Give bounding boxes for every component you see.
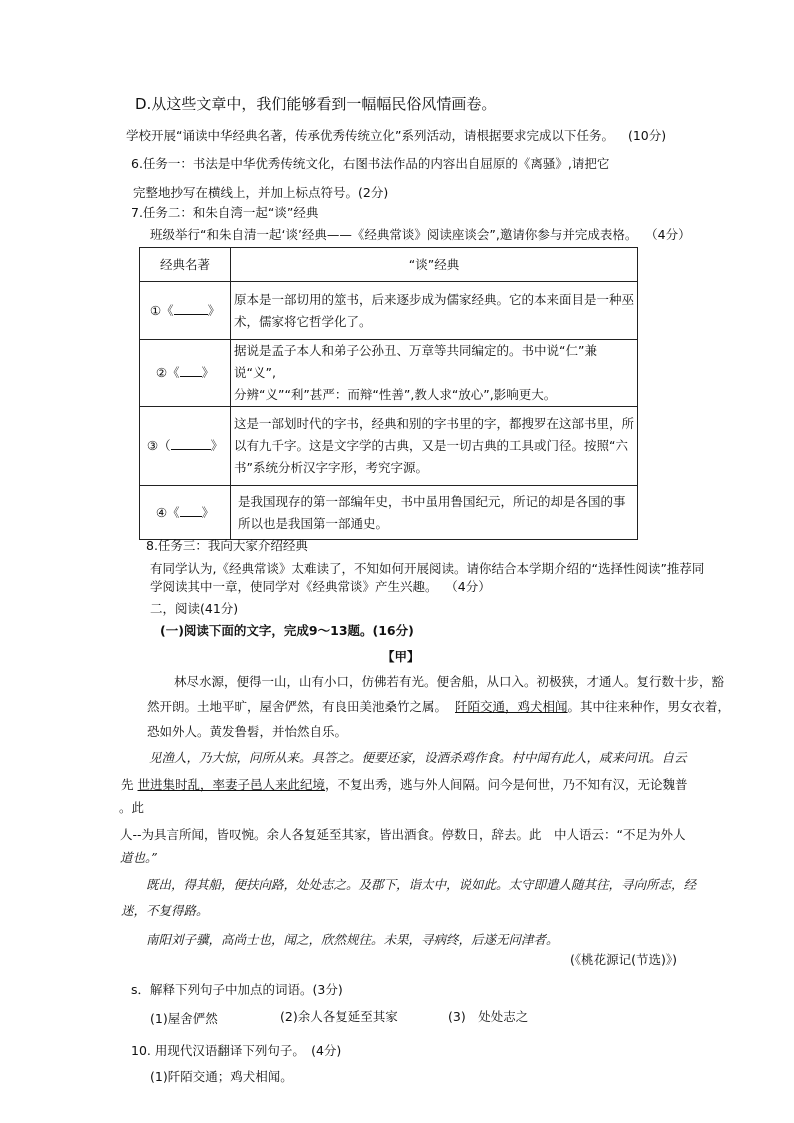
p1-line2-a: 然开朗。土地平旷，屋舍俨然，有良田美池桑竹之属。 xyxy=(147,699,448,714)
p1-line2-b: 。其中往来种作，男女衣着， xyxy=(567,699,731,714)
p2-line2-underlined: 世进集时乱，率妻子邑人来此纪境 xyxy=(137,777,326,792)
q9-title: s．解释下列句子中加点的词语。(3分) xyxy=(131,982,343,997)
row-desc-line: 原本是一部切用的筮书，后来逐步成为儒家经典。它的本来面目是一种巫 xyxy=(234,291,635,307)
p2-line2-b: ，不复出秀，逃与外人间隔。问今是何世，乃不知有汉，无论魏普 xyxy=(325,777,688,792)
q7-score: （4分） xyxy=(651,227,691,242)
row-desc xyxy=(231,486,638,540)
row-title-cell xyxy=(140,486,231,540)
table-header-discussion: “谈”经典 xyxy=(231,248,638,282)
part2-heading: 二，阅读(41分) xyxy=(150,601,239,616)
p2-line5: 道也。” xyxy=(120,850,158,865)
row-num: ④《 xyxy=(155,504,180,520)
q6-line1: 6.任务一：书法是中华优秀传统文化，右图书法作品的内容出自屈原的《离骚》,请把它 xyxy=(131,156,610,171)
q9-item2: (2)余人各复延至其家 xyxy=(280,1009,398,1024)
q9-item1: (1)屋舍俨然 xyxy=(150,1011,218,1026)
row-num: ③（ xyxy=(146,438,171,453)
jia-label: 【甲】 xyxy=(382,649,420,664)
sub1-heading: (一)阅读下面的文字，完成9～13题。(16分) xyxy=(160,623,414,638)
row-desc-line: 所以也是我国第一部通史。 xyxy=(238,515,389,531)
p2-line3: 。此 xyxy=(119,800,145,815)
row-desc-line: 术，儒家将它哲学化了。 xyxy=(234,313,372,329)
section-intro xyxy=(126,127,666,145)
answer-blank[interactable] xyxy=(180,503,202,517)
p3-line1: 既出，得其船，便扶向路，处处志之。及郡下，诣太中，说如此。太守即遣人随其往，寻向所志，经 xyxy=(146,877,697,892)
p1-line1: 林尽水源，便得一山，山有小口，仿佛若有光。便舍船，从口入。初极狭，才通人。复行数十步，豁 xyxy=(174,674,725,689)
source-citation: (《桃花源记(节选)》) xyxy=(570,952,678,967)
p1-line2-underlined: 阡陌交通，鸡犬相闻 xyxy=(455,699,568,714)
table-row xyxy=(140,407,638,486)
q8-score: （4分） xyxy=(451,579,491,594)
q10-title: 10. 用现代汉语翻译下列句子。 (4分) xyxy=(131,1043,342,1058)
row-desc xyxy=(231,282,638,340)
row-close: 》 xyxy=(201,504,215,520)
p4-line1: 南阳刘子骥，高尚士也，闻之，欣然规往。未果，寻病终，后遂无问津者。 xyxy=(146,932,559,947)
row-close: 》 xyxy=(210,438,224,453)
row-desc-line: 分辨“义”“利”甚严：而辩“性善”,教人求“放心”,影响更大。 xyxy=(234,387,557,402)
row-desc-line: 这是一部划时代的字书，经典和别的字书里的字，都搜罗在这部书里，所 xyxy=(234,416,635,431)
p2-line2 xyxy=(121,776,688,794)
row-desc xyxy=(231,407,638,486)
q9-item3: (3) 处处志之 xyxy=(448,1009,529,1024)
table-row xyxy=(140,340,638,407)
table-row xyxy=(140,486,638,540)
p1-line2 xyxy=(147,698,730,716)
row-title-cell xyxy=(140,340,231,407)
row-desc-line: 书”系统分析汉字字形，考究字源。 xyxy=(234,460,428,475)
row-num: ②《 xyxy=(155,365,180,380)
table-row xyxy=(140,282,638,340)
table-header-classic: 经典名著 xyxy=(140,248,231,282)
classics-table xyxy=(139,247,638,540)
section-intro-text: 学校开展“诵读中华经典名著，传承优秀传统立化”系列活动，请根据要求完成以下任务。 xyxy=(126,128,614,143)
q8-line2-text: 学阅读其中一章，使同学对《经典常谈》产生兴趣。 xyxy=(150,579,438,594)
q6-line2: 完整地抄写在横线上，并加上标点符号。(2分) xyxy=(133,185,389,200)
answer-blank[interactable] xyxy=(180,363,202,377)
q8-title: 8.任务三：我向大家介绍经典 xyxy=(146,538,308,553)
p2-line4: 人--为具言所闻，皆叹惋。余人各复延至其家，皆出酒食。停数日，辞去。此 中人语云：“不足为外人 xyxy=(120,827,686,842)
p3-line2: 迷，不复得路。 xyxy=(121,903,209,918)
row-desc-line: 是我国现存的第一部编年史，书中虽用鲁国纪元，所记的却是各国的事 xyxy=(238,493,626,509)
row-close: 》 xyxy=(201,365,215,380)
row-num: ①《 xyxy=(149,302,174,318)
row-desc-line: 以有九千字。这是文字学的古典，又是一切古典的工具或门径。按照“六 xyxy=(234,438,628,453)
q8-line1: 有同学认为,《经典常谈》太难读了，不知如何开展阅读。请你结合本学期介绍的“选择性阅读”推荐同 xyxy=(150,561,705,576)
p1-line3: 恐如外人。黄发鲁髫，并怡然自乐。 xyxy=(147,724,348,739)
row-title-cell xyxy=(140,282,231,340)
p2-line1: 见渔人，乃大惊，问所从来。具答之。便要还家，设酒杀鸡作食。村中闻有此人，咸来问讯。自云 xyxy=(149,750,687,765)
section-score: (10分) xyxy=(627,128,667,143)
q10-item1: (1)阡陌交通；鸡犬相闻。 xyxy=(150,1069,293,1084)
answer-blank[interactable] xyxy=(174,301,208,315)
answer-blank[interactable] xyxy=(171,436,211,450)
row-desc xyxy=(231,340,638,407)
row-close: 》 xyxy=(207,302,221,318)
q7-title: 7.任务二：和朱自湾一起“谈”经典 xyxy=(131,205,319,220)
p2-line2-a: 先 xyxy=(121,777,134,792)
q7-desc-text: 班级举行“和朱自清一起‘谈’经典——《经典常谈》阅读座谈会”,邀请你参与并完成表格。 xyxy=(150,227,638,242)
row-desc-line: 据说是孟子本人和弟子公孙丑、万章等共同编定的。书中说“仁”兼说“义”, xyxy=(234,343,597,380)
row-title-cell xyxy=(140,407,231,486)
option-d: D.从这些文章中，我们能够看到一幅幅民俗风情画卷。 xyxy=(135,95,497,113)
q8-line2 xyxy=(150,578,491,596)
q7-desc xyxy=(150,226,691,244)
